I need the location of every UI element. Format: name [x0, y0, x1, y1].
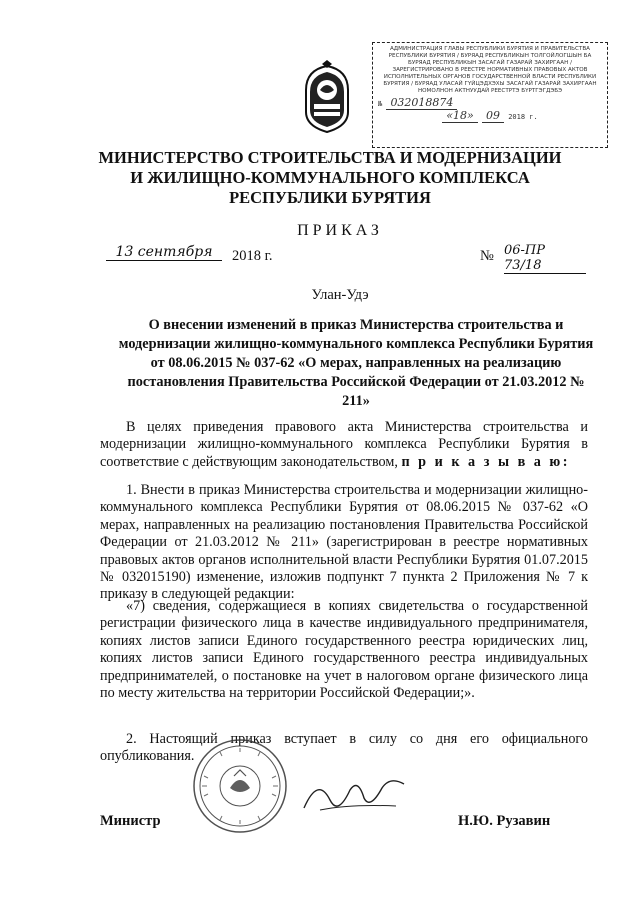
- item-2-paragraph: 2. Настоящий приказ вступает в силу со дня его официального опубликования.: [100, 731, 588, 765]
- registration-stamp: [372, 42, 608, 148]
- document-date-year: 2018 г.: [232, 248, 273, 264]
- item-1-quote-paragraph: «7) сведения, содержащиеся в копиях свидетельства о государственной регистрации физического лица в качестве индивидуального предпринимателя, копиях листов записи Единого государственного реестра юридических лиц, копиях листов записи Единого государственного реестра индивидуальных предпринимателей, о постановке на учет в налоговом органе физического лица по месту жительства на территории Российской Федерации;».: [100, 598, 588, 702]
- document-type-title: ПРИКАЗ: [297, 222, 383, 239]
- stamp-date-year: 2018 г.: [508, 113, 538, 121]
- ministry-heading: [0, 148, 640, 208]
- official-seal-icon: [190, 736, 290, 836]
- signatory-name: Н.Ю. Рузавин: [458, 813, 551, 829]
- stamp-date-month: 09: [482, 109, 504, 123]
- coat-of-arms-icon: [300, 60, 354, 134]
- ministry-line-2: И ЖИЛИЩНО-КОММУНАЛЬНОГО КОМПЛЕКСА: [130, 168, 530, 187]
- ministry-line-1: МИНИСТЕРСТВО СТРОИТЕЛЬСТВА И МОДЕРНИЗАЦИИ: [98, 148, 562, 167]
- stamp-date-line: [378, 109, 602, 122]
- handwritten-signature-icon: [300, 770, 410, 820]
- stamp-text: АДМИНИСТРАЦИЯ ГЛАВЫ РЕСПУБЛИКИ БУРЯТИЯ И ПРАВИТЕЛЬСТВА РЕСПУБЛИКИ БУРЯТИЯ / БУРЯАД РЕСПУБЛИКЫН ТОЛГОЙЛОГШЫН БА БУРЯАД РЕСПУБЛИКЫН ЗАСАГАЙ ГАЗАРАЙ ЗАХИРГААН / ЗАРЕГИСТРИРОВАНО В РЕЕСТРЕ НОРМАТИВНЫХ ПРАВОВЫХ АКТОВ ИСПОЛНИТЕЛЬНЫХ ОРГАНОВ ГОСУДАРСТВЕННОЙ ВЛАСТИ РЕСПУБЛИКИ БУРЯТИЯ / БУРЯАД УЛАСАЙ ГҮЙЦЭДХЭХЫ ЗАСАГАЙ ГАЗАРАЙ ЗАХИРГААН НОМОЛНОН АКТНУУДАЙ РЕЕСТРТЭ БҮРТГЭГДЭБЭ: [383, 46, 597, 94]
- item-1-paragraph: 1. Внести в приказ Министерства строительства и модернизации жилищно-коммунального комплекса Республики Бурятия от 08.06.2015 № 037-62 «О мерах, направленных на реализацию постановления Правительства Российской Федерации от 21.03.2012 № 211» (зарегистрирован в реестре нормативных правовых актов органов исполнительной власти Республики Бурятия 01.07.2015 № 032015190) изменение, изложив подпункт 7 пункта 2 Приложения № 7 к приказу в следующей редакции:: [100, 482, 588, 603]
- preamble-text: В целях приведения правового акта Министерства строительства и модернизации жилищно-коммунального комплекса Республики Бурятия в соответствие с действующим законодательством,: [100, 419, 588, 470]
- stamp-reg-prefix: №: [378, 100, 383, 108]
- document-subject: О внесении изменений в приказ Министерства строительства и модернизации жилищно-коммунального комплекса Республики Бурятия от 08.06.2015 № 037-62 «О мерах, направленных на реализацию постановления Правительства Российской Федерации от 21.03.2012 № 211»: [118, 317, 594, 409]
- document-number-label: №: [480, 248, 494, 264]
- document-date-handwritten: 13 сентября: [106, 244, 222, 261]
- ministry-line-3: РЕСПУБЛИКИ БУРЯТИЯ: [229, 188, 431, 207]
- document-number-handwritten: 06-ПР 73/18: [504, 243, 586, 274]
- document-city: Улан-Удэ: [311, 287, 369, 303]
- stamp-date-day: «18»: [442, 109, 477, 123]
- stamp-reg-number: 032018874: [386, 96, 457, 110]
- preamble-paragraph: [100, 419, 588, 471]
- stamp-registration-line: [378, 96, 602, 109]
- signatory-title: Министр: [100, 813, 161, 829]
- order-word: п р и к а з ы в а ю:: [401, 453, 570, 470]
